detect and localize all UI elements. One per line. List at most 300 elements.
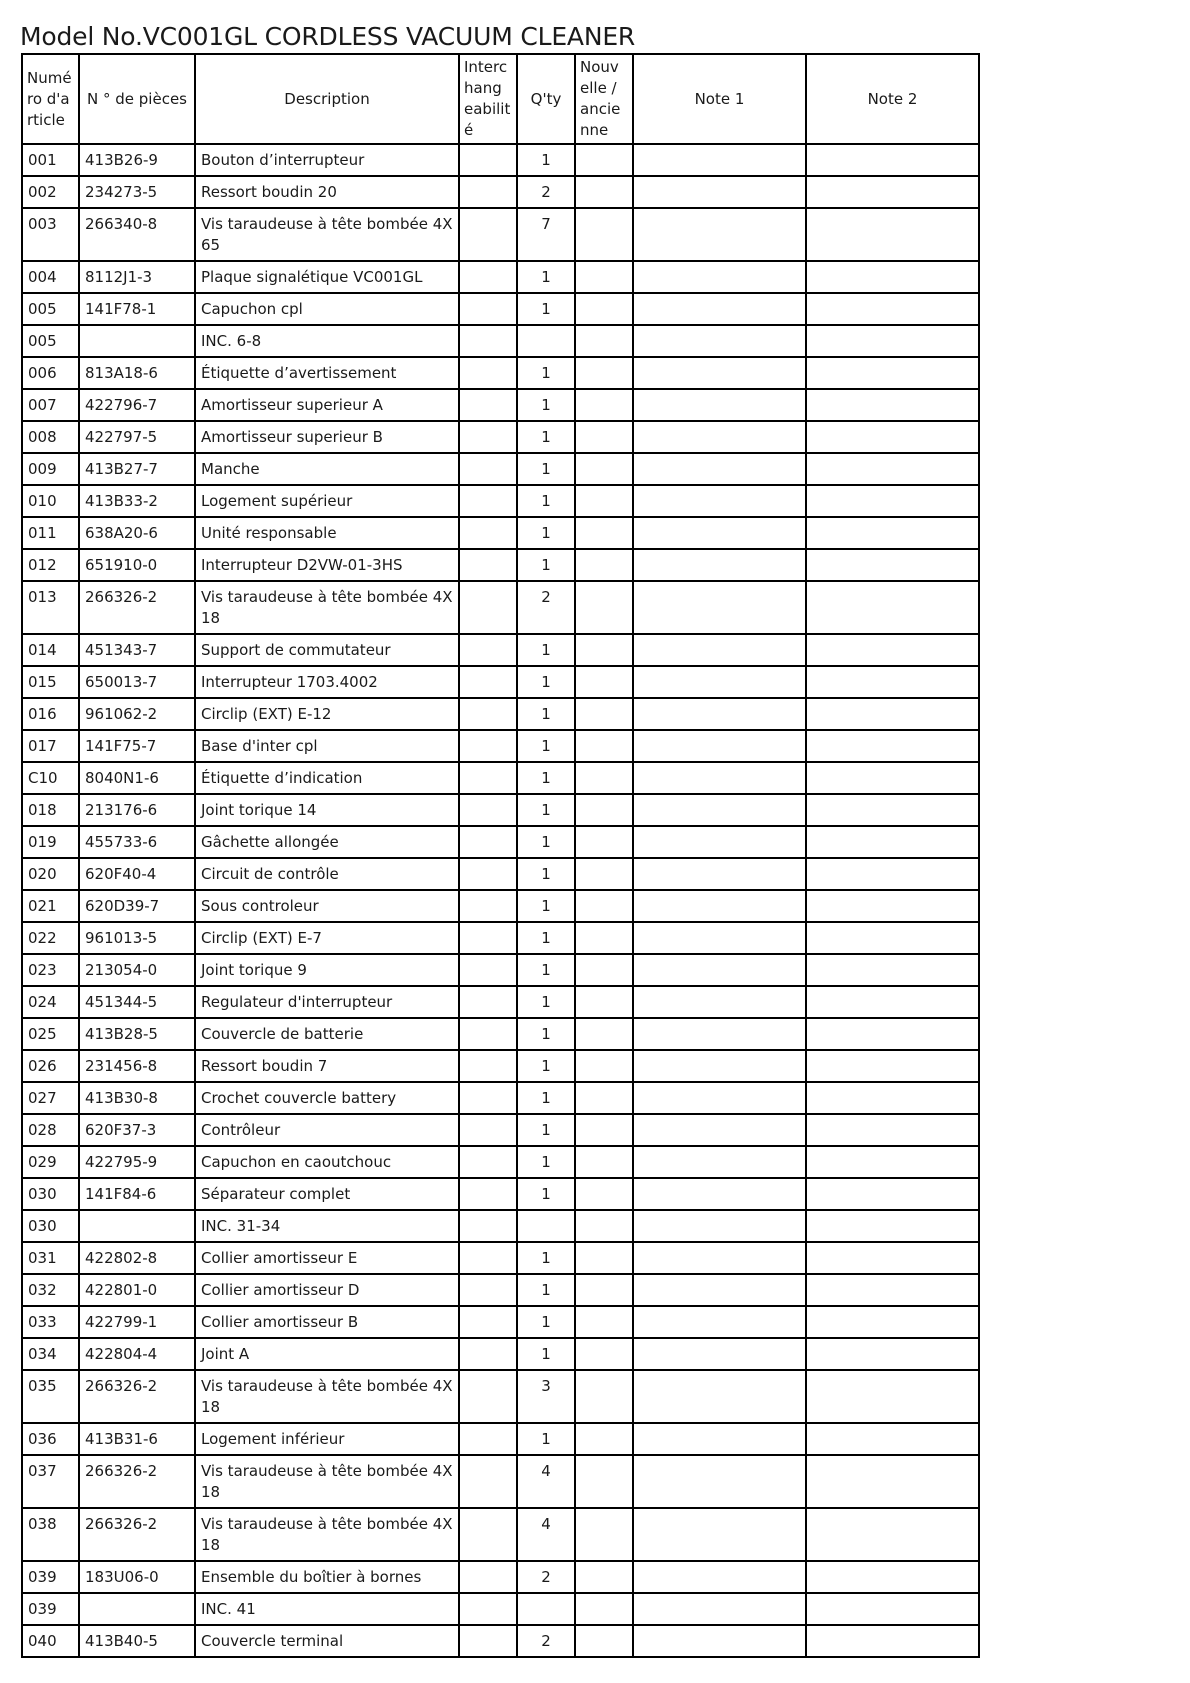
cell-note-2: [806, 698, 979, 730]
cell-quantity: 1: [517, 1018, 575, 1050]
cell-item-number: 039: [22, 1593, 79, 1625]
cell-interchangeability: [459, 826, 517, 858]
cell-interchangeability: [459, 890, 517, 922]
cell-new-old: [575, 453, 633, 485]
cell-new-old: [575, 858, 633, 890]
cell-quantity: 1: [517, 794, 575, 826]
cell-description: Support de commutateur: [195, 634, 459, 666]
cell-quantity: 1: [517, 1274, 575, 1306]
cell-part-number: [79, 325, 195, 357]
cell-note-2: [806, 176, 979, 208]
cell-note-1: [633, 325, 806, 357]
cell-quantity: 2: [517, 1561, 575, 1593]
cell-note-2: [806, 421, 979, 453]
table-row: [22, 176, 979, 208]
cell-quantity: 2: [517, 581, 575, 634]
table-row: [22, 1210, 979, 1242]
cell-quantity: 1: [517, 826, 575, 858]
cell-description: Manche: [195, 453, 459, 485]
cell-note-1: [633, 794, 806, 826]
cell-description: Vis taraudeuse à tête bombée 4X 18: [195, 1455, 459, 1508]
cell-new-old: [575, 549, 633, 581]
cell-new-old: [575, 1114, 633, 1146]
cell-new-old: [575, 954, 633, 986]
cell-note-1: [633, 634, 806, 666]
table-row: [22, 858, 979, 890]
cell-part-number: 413B27-7: [79, 453, 195, 485]
cell-part-number: 422796-7: [79, 389, 195, 421]
cell-description: Joint torique 9: [195, 954, 459, 986]
cell-item-number: 033: [22, 1306, 79, 1338]
cell-description: Interrupteur 1703.4002: [195, 666, 459, 698]
cell-interchangeability: [459, 1114, 517, 1146]
cell-note-1: [633, 1455, 806, 1508]
cell-interchangeability: [459, 1018, 517, 1050]
cell-quantity: 1: [517, 144, 575, 176]
cell-note-2: [806, 1146, 979, 1178]
table-row: [22, 1082, 979, 1114]
cell-item-number: 009: [22, 453, 79, 485]
cell-quantity: 2: [517, 176, 575, 208]
cell-note-1: [633, 1306, 806, 1338]
cell-description: INC. 41: [195, 1593, 459, 1625]
table-row: [22, 293, 979, 325]
cell-part-number: 234273-5: [79, 176, 195, 208]
cell-note-2: [806, 208, 979, 261]
cell-note-1: [633, 1242, 806, 1274]
cell-quantity: 1: [517, 389, 575, 421]
cell-new-old: [575, 1423, 633, 1455]
cell-item-number: 017: [22, 730, 79, 762]
cell-part-number: 266326-2: [79, 1455, 195, 1508]
cell-item-number: 011: [22, 517, 79, 549]
cell-note-1: [633, 826, 806, 858]
table-row: [22, 762, 979, 794]
cell-note-2: [806, 1455, 979, 1508]
cell-new-old: [575, 1050, 633, 1082]
cell-quantity: 1: [517, 1338, 575, 1370]
cell-note-2: [806, 261, 979, 293]
cell-part-number: 422802-8: [79, 1242, 195, 1274]
cell-interchangeability: [459, 1242, 517, 1274]
table-row: [22, 1146, 979, 1178]
table-row: [22, 517, 979, 549]
cell-description: Collier amortisseur B: [195, 1306, 459, 1338]
cell-note-2: [806, 1274, 979, 1306]
cell-part-number: 183U06-0: [79, 1561, 195, 1593]
cell-part-number: 266326-2: [79, 1370, 195, 1423]
cell-item-number: 012: [22, 549, 79, 581]
cell-part-number: 961013-5: [79, 922, 195, 954]
table-row: [22, 922, 979, 954]
cell-interchangeability: [459, 1146, 517, 1178]
cell-note-2: [806, 1114, 979, 1146]
header-note-2: Note 2: [806, 54, 979, 144]
cell-item-number: 013: [22, 581, 79, 634]
cell-description: Étiquette d’avertissement: [195, 357, 459, 389]
cell-item-number: 037: [22, 1455, 79, 1508]
cell-new-old: [575, 730, 633, 762]
cell-interchangeability: [459, 1455, 517, 1508]
cell-item-number: 023: [22, 954, 79, 986]
table-row: [22, 698, 979, 730]
cell-item-number: 027: [22, 1082, 79, 1114]
cell-part-number: 620F40-4: [79, 858, 195, 890]
cell-quantity: 1: [517, 1146, 575, 1178]
cell-note-1: [633, 1593, 806, 1625]
cell-part-number: 651910-0: [79, 549, 195, 581]
cell-note-1: [633, 1146, 806, 1178]
cell-note-2: [806, 1508, 979, 1561]
cell-description: Séparateur complet: [195, 1178, 459, 1210]
cell-part-number: 266326-2: [79, 581, 195, 634]
cell-description: Couvercle terminal: [195, 1625, 459, 1657]
cell-new-old: [575, 666, 633, 698]
cell-new-old: [575, 176, 633, 208]
cell-interchangeability: [459, 730, 517, 762]
cell-note-2: [806, 762, 979, 794]
cell-interchangeability: [459, 208, 517, 261]
cell-interchangeability: [459, 1178, 517, 1210]
cell-interchangeability: [459, 549, 517, 581]
cell-new-old: [575, 485, 633, 517]
table-row: [22, 453, 979, 485]
header-interchangeability: Interc hang eabilit é: [459, 54, 517, 144]
cell-description: Capuchon cpl: [195, 293, 459, 325]
cell-new-old: [575, 1274, 633, 1306]
table-row: [22, 794, 979, 826]
cell-part-number: 141F84-6: [79, 1178, 195, 1210]
header-quantity: Q'ty: [517, 54, 575, 144]
cell-part-number: 141F75-7: [79, 730, 195, 762]
cell-part-number: 231456-8: [79, 1050, 195, 1082]
cell-item-number: 030: [22, 1178, 79, 1210]
cell-note-2: [806, 666, 979, 698]
cell-description: Ensemble du boîtier à bornes: [195, 1561, 459, 1593]
table-row: [22, 144, 979, 176]
cell-new-old: [575, 1455, 633, 1508]
cell-description: Vis taraudeuse à tête bombée 4X 18: [195, 1508, 459, 1561]
cell-quantity: 1: [517, 1178, 575, 1210]
cell-quantity: 1: [517, 1082, 575, 1114]
cell-part-number: 266326-2: [79, 1508, 195, 1561]
cell-note-1: [633, 730, 806, 762]
cell-quantity: 1: [517, 634, 575, 666]
table-row: [22, 1561, 979, 1593]
cell-note-2: [806, 1370, 979, 1423]
cell-item-number: 019: [22, 826, 79, 858]
cell-new-old: [575, 144, 633, 176]
cell-item-number: 025: [22, 1018, 79, 1050]
cell-note-2: [806, 1210, 979, 1242]
table-row: [22, 826, 979, 858]
cell-quantity: 7: [517, 208, 575, 261]
cell-note-1: [633, 1338, 806, 1370]
cell-quantity: [517, 1593, 575, 1625]
cell-note-1: [633, 485, 806, 517]
cell-note-2: [806, 1561, 979, 1593]
table-row: [22, 986, 979, 1018]
cell-item-number: 030: [22, 1210, 79, 1242]
table-row: [22, 1455, 979, 1508]
header-item-number: Numé ro d'a rticle: [22, 54, 79, 144]
table-row: [22, 325, 979, 357]
cell-new-old: [575, 1370, 633, 1423]
cell-note-1: [633, 517, 806, 549]
cell-new-old: [575, 293, 633, 325]
cell-quantity: 2: [517, 1625, 575, 1657]
cell-description: INC. 31-34: [195, 1210, 459, 1242]
cell-part-number: 213176-6: [79, 794, 195, 826]
cell-quantity: 1: [517, 453, 575, 485]
cell-note-1: [633, 1423, 806, 1455]
table-row: [22, 1274, 979, 1306]
cell-quantity: 1: [517, 1242, 575, 1274]
cell-note-2: [806, 453, 979, 485]
cell-new-old: [575, 986, 633, 1018]
header-part-number: N ° de pièces: [79, 54, 195, 144]
cell-description: Joint torique 14: [195, 794, 459, 826]
cell-note-2: [806, 890, 979, 922]
cell-description: Ressort boudin 20: [195, 176, 459, 208]
cell-note-1: [633, 176, 806, 208]
cell-item-number: 040: [22, 1625, 79, 1657]
cell-interchangeability: [459, 144, 517, 176]
cell-item-number: 032: [22, 1274, 79, 1306]
cell-new-old: [575, 1561, 633, 1593]
cell-interchangeability: [459, 858, 517, 890]
cell-quantity: 3: [517, 1370, 575, 1423]
cell-item-number: 015: [22, 666, 79, 698]
cell-interchangeability: [459, 666, 517, 698]
cell-part-number: 422797-5: [79, 421, 195, 453]
cell-item-number: 035: [22, 1370, 79, 1423]
cell-interchangeability: [459, 581, 517, 634]
cell-note-2: [806, 954, 979, 986]
table-row: [22, 634, 979, 666]
cell-part-number: 961062-2: [79, 698, 195, 730]
cell-part-number: 8112J1-3: [79, 261, 195, 293]
table-row: [22, 1178, 979, 1210]
cell-description: Plaque signalétique VC001GL: [195, 261, 459, 293]
cell-note-2: [806, 517, 979, 549]
cell-item-number: 004: [22, 261, 79, 293]
cell-part-number: 266340-8: [79, 208, 195, 261]
cell-new-old: [575, 325, 633, 357]
header-description: Description: [195, 54, 459, 144]
cell-interchangeability: [459, 1593, 517, 1625]
cell-note-2: [806, 357, 979, 389]
cell-part-number: [79, 1593, 195, 1625]
cell-new-old: [575, 1625, 633, 1657]
cell-interchangeability: [459, 1274, 517, 1306]
cell-interchangeability: [459, 1625, 517, 1657]
cell-description: Bouton d’interrupteur: [195, 144, 459, 176]
cell-part-number: 141F78-1: [79, 293, 195, 325]
cell-new-old: [575, 517, 633, 549]
cell-item-number: 002: [22, 176, 79, 208]
cell-description: Étiquette d’indication: [195, 762, 459, 794]
cell-item-number: 014: [22, 634, 79, 666]
cell-new-old: [575, 389, 633, 421]
cell-description: Couvercle de batterie: [195, 1018, 459, 1050]
cell-interchangeability: [459, 986, 517, 1018]
cell-description: Interrupteur D2VW-01-3HS: [195, 549, 459, 581]
cell-quantity: 1: [517, 858, 575, 890]
cell-note-2: [806, 1306, 979, 1338]
cell-note-2: [806, 986, 979, 1018]
cell-note-1: [633, 1274, 806, 1306]
cell-part-number: 650013-7: [79, 666, 195, 698]
cell-note-2: [806, 634, 979, 666]
table-body: [22, 144, 979, 1657]
cell-note-1: [633, 666, 806, 698]
cell-item-number: 034: [22, 1338, 79, 1370]
cell-new-old: [575, 1146, 633, 1178]
cell-note-2: [806, 1593, 979, 1625]
cell-new-old: [575, 1242, 633, 1274]
cell-new-old: [575, 208, 633, 261]
cell-description: Joint A: [195, 1338, 459, 1370]
cell-item-number: 006: [22, 357, 79, 389]
cell-note-1: [633, 453, 806, 485]
cell-item-number: 005: [22, 293, 79, 325]
table-row: [22, 1242, 979, 1274]
cell-quantity: 4: [517, 1508, 575, 1561]
cell-note-1: [633, 954, 806, 986]
cell-interchangeability: [459, 762, 517, 794]
cell-quantity: 1: [517, 261, 575, 293]
cell-quantity: 1: [517, 421, 575, 453]
cell-interchangeability: [459, 517, 517, 549]
table-row: [22, 890, 979, 922]
cell-part-number: [79, 1210, 195, 1242]
cell-description: INC. 6-8: [195, 325, 459, 357]
cell-quantity: 1: [517, 698, 575, 730]
cell-quantity: 1: [517, 517, 575, 549]
table-row: [22, 1370, 979, 1423]
table-row: [22, 1338, 979, 1370]
cell-note-1: [633, 762, 806, 794]
cell-interchangeability: [459, 261, 517, 293]
cell-note-2: [806, 1423, 979, 1455]
cell-note-1: [633, 581, 806, 634]
cell-interchangeability: [459, 634, 517, 666]
cell-interchangeability: [459, 1423, 517, 1455]
cell-note-1: [633, 698, 806, 730]
cell-quantity: 1: [517, 954, 575, 986]
cell-note-2: [806, 794, 979, 826]
cell-description: Logement inférieur: [195, 1423, 459, 1455]
cell-note-2: [806, 1625, 979, 1657]
cell-quantity: 1: [517, 549, 575, 581]
cell-interchangeability: [459, 293, 517, 325]
cell-note-2: [806, 325, 979, 357]
cell-interchangeability: [459, 1210, 517, 1242]
cell-interchangeability: [459, 954, 517, 986]
cell-note-1: [633, 261, 806, 293]
cell-item-number: 031: [22, 1242, 79, 1274]
cell-note-2: [806, 1242, 979, 1274]
cell-note-2: [806, 485, 979, 517]
cell-item-number: 022: [22, 922, 79, 954]
cell-note-2: [806, 826, 979, 858]
cell-part-number: 422799-1: [79, 1306, 195, 1338]
cell-item-number: 007: [22, 389, 79, 421]
table-row: [22, 954, 979, 986]
cell-item-number: 024: [22, 986, 79, 1018]
cell-quantity: 1: [517, 666, 575, 698]
cell-note-2: [806, 581, 979, 634]
table-row: [22, 261, 979, 293]
table-row: [22, 1508, 979, 1561]
cell-note-1: [633, 1370, 806, 1423]
cell-new-old: [575, 1082, 633, 1114]
cell-note-1: [633, 1082, 806, 1114]
cell-note-1: [633, 1561, 806, 1593]
cell-note-2: [806, 1178, 979, 1210]
cell-note-2: [806, 1082, 979, 1114]
cell-part-number: 620D39-7: [79, 890, 195, 922]
parts-table: [21, 53, 980, 1658]
table-row: [22, 1625, 979, 1657]
cell-description: Circuit de contrôle: [195, 858, 459, 890]
cell-quantity: 1: [517, 922, 575, 954]
cell-part-number: 413B33-2: [79, 485, 195, 517]
cell-note-2: [806, 1338, 979, 1370]
cell-part-number: 422801-0: [79, 1274, 195, 1306]
cell-item-number: 021: [22, 890, 79, 922]
header-note-1: Note 1: [633, 54, 806, 144]
cell-description: Base d'inter cpl: [195, 730, 459, 762]
cell-description: Amortisseur superieur B: [195, 421, 459, 453]
cell-description: Sous controleur: [195, 890, 459, 922]
cell-new-old: [575, 762, 633, 794]
table-row: [22, 421, 979, 453]
header-new-old: Nouv elle / ancie nne: [575, 54, 633, 144]
cell-interchangeability: [459, 922, 517, 954]
table-row: [22, 666, 979, 698]
cell-new-old: [575, 826, 633, 858]
cell-new-old: [575, 890, 633, 922]
cell-part-number: 413B40-5: [79, 1625, 195, 1657]
cell-part-number: 413B31-6: [79, 1423, 195, 1455]
cell-item-number: 010: [22, 485, 79, 517]
cell-note-2: [806, 293, 979, 325]
cell-part-number: 813A18-6: [79, 357, 195, 389]
cell-note-1: [633, 1018, 806, 1050]
cell-part-number: 422795-9: [79, 1146, 195, 1178]
cell-description: Collier amortisseur E: [195, 1242, 459, 1274]
cell-part-number: 8040N1-6: [79, 762, 195, 794]
table-row: [22, 549, 979, 581]
cell-note-1: [633, 890, 806, 922]
table-row: [22, 1423, 979, 1455]
cell-description: Vis taraudeuse à tête bombée 4X 18: [195, 581, 459, 634]
cell-note-1: [633, 421, 806, 453]
cell-quantity: [517, 1210, 575, 1242]
cell-new-old: [575, 634, 633, 666]
cell-note-1: [633, 144, 806, 176]
cell-item-number: 018: [22, 794, 79, 826]
cell-description: Contrôleur: [195, 1114, 459, 1146]
cell-new-old: [575, 357, 633, 389]
cell-item-number: 020: [22, 858, 79, 890]
cell-description: Regulateur d'interrupteur: [195, 986, 459, 1018]
cell-description: Capuchon en caoutchouc: [195, 1146, 459, 1178]
cell-description: Crochet couvercle battery: [195, 1082, 459, 1114]
table-row: [22, 208, 979, 261]
